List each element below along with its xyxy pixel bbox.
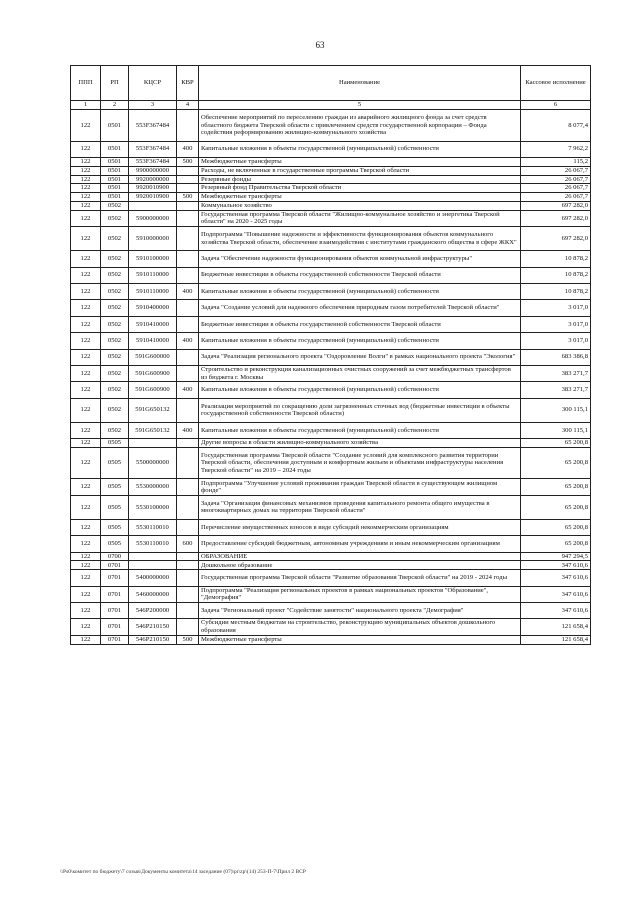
cell-rp: 0701 [101, 570, 129, 586]
cell-rp: 0501 [101, 157, 129, 166]
table-row [71, 495, 591, 519]
cell-name: Капитальные вложения в объекты государственной (муниципальной) собственности [199, 141, 521, 157]
cell-rp: 0502 [101, 365, 129, 381]
cell-rp: 0502 [101, 267, 129, 283]
table-row [71, 479, 591, 495]
cell-amount: 347 610,6 [521, 561, 591, 570]
cell-ppp: 122 [71, 635, 101, 644]
cell-ppp: 122 [71, 184, 101, 193]
cell-kvr [177, 300, 199, 316]
cell-kvr [177, 175, 199, 184]
cell-name: Перечисление имущественных взносов в виде субсидий некоммерческим организациям [199, 519, 521, 535]
cell-rp: 0701 [101, 603, 129, 619]
cell-kvr: 500 [177, 193, 199, 202]
cell-ppp: 122 [71, 447, 101, 479]
table-row [71, 635, 591, 644]
header-name: Наименование [199, 66, 521, 101]
cell-amount: 26 067,7 [521, 166, 591, 175]
cell-ppp: 122 [71, 349, 101, 365]
cell-kvr [177, 251, 199, 267]
cell-ppp: 122 [71, 439, 101, 448]
cell-rp: 0502 [101, 422, 129, 438]
cell-kvr [177, 110, 199, 142]
cell-amount: 65 200,8 [521, 536, 591, 552]
cell-name: Межбюджетные трансферты [199, 635, 521, 644]
cell-rp: 0505 [101, 519, 129, 535]
cell-kcsr: 5400000000 [129, 570, 177, 586]
cell-rp: 0502 [101, 251, 129, 267]
cell-rp: 0701 [101, 635, 129, 644]
cell-kcsr: 5910000000 [129, 227, 177, 251]
cell-rp: 0505 [101, 439, 129, 448]
cell-name: Бюджетные инвестиции в объекты государственной собственности Тверской области [199, 267, 521, 283]
table-row [71, 141, 591, 157]
cell-kvr [177, 365, 199, 381]
cell-kcsr: 5910410000 [129, 316, 177, 332]
cell-rp: 0505 [101, 479, 129, 495]
cell-kcsr: 546P200000 [129, 603, 177, 619]
table-row [71, 382, 591, 398]
page-number: 63 [315, 40, 325, 50]
cell-name: Резервный фонд Правительства Тверской области [199, 184, 521, 193]
cell-kcsr: 9920010900 [129, 184, 177, 193]
cell-rp: 0505 [101, 447, 129, 479]
cell-amount: 383 271,7 [521, 382, 591, 398]
table-row [71, 439, 591, 448]
cell-kvr [177, 227, 199, 251]
table-row [71, 349, 591, 365]
cell-ppp: 122 [71, 201, 101, 210]
cell-ppp: 122 [71, 570, 101, 586]
cell-name: Государственная программа Тверской области "Развитие образования Тверской области" на 2019 - 2024 годы [199, 570, 521, 586]
cell-rp: 0501 [101, 110, 129, 142]
cell-kvr: 400 [177, 283, 199, 299]
cell-ppp: 122 [71, 157, 101, 166]
table-row [71, 227, 591, 251]
cell-amount: 10 878,2 [521, 251, 591, 267]
cell-ppp: 122 [71, 365, 101, 381]
cell-kcsr: 5500000000 [129, 447, 177, 479]
header-kvr: КВР [177, 66, 199, 101]
cell-amount: 121 658,4 [521, 635, 591, 644]
file-path-footer: \\Ps0\комитет по бюджету\7 созыв\Документы комитета\14 заседание (07)\pr\zp\(14) 253-П-7\Прил 2 ВСР [60, 869, 306, 875]
table-header-row [71, 66, 591, 101]
column-number: 6 [521, 101, 591, 110]
cell-amount: 65 200,8 [521, 439, 591, 448]
table-row [71, 157, 591, 166]
cell-kcsr: 5910400000 [129, 300, 177, 316]
cell-ppp: 122 [71, 479, 101, 495]
table-row [71, 193, 591, 202]
cell-kvr: 600 [177, 536, 199, 552]
cell-rp: 0501 [101, 184, 129, 193]
header-rp: РП [101, 66, 129, 101]
cell-ppp: 122 [71, 519, 101, 535]
cell-name: Подпрограмма "Повышение надежности и эффективности функционирования объектов коммунального хозяйства Тверской области, обеспечение взаимодействия с институтами гражданского общества в сфере ЖКХ" [199, 227, 521, 251]
cell-kvr [177, 552, 199, 561]
table-row [71, 333, 591, 349]
cell-rp: 0502 [101, 398, 129, 422]
table-row [71, 570, 591, 586]
column-number-row [71, 101, 591, 110]
cell-name: Межбюджетные трансферты [199, 193, 521, 202]
cell-kvr [177, 210, 199, 226]
cell-kvr [177, 619, 199, 635]
cell-kcsr: 9900000000 [129, 166, 177, 175]
cell-kcsr: 591G600000 [129, 349, 177, 365]
column-number: 5 [199, 101, 521, 110]
cell-ppp: 122 [71, 251, 101, 267]
cell-name: Государственная программа Тверской области "Жилищно-коммунальное хозяйство и энергетика Тверской области" на 2020 - 2025 годы [199, 210, 521, 226]
cell-ppp: 122 [71, 561, 101, 570]
cell-ppp: 122 [71, 398, 101, 422]
cell-rp: 0701 [101, 561, 129, 570]
cell-kcsr: 5530000000 [129, 479, 177, 495]
cell-kvr: 500 [177, 157, 199, 166]
budget-table [70, 65, 591, 645]
cell-kvr [177, 316, 199, 332]
cell-rp: 0505 [101, 536, 129, 552]
cell-name: Бюджетные инвестиции в объекты государственной собственности Тверской области [199, 316, 521, 332]
table-row [71, 201, 591, 210]
table-row [71, 619, 591, 635]
table-row [71, 398, 591, 422]
cell-ppp: 122 [71, 300, 101, 316]
cell-kcsr: 5530110010 [129, 519, 177, 535]
cell-ppp: 122 [71, 495, 101, 519]
cell-rp: 0501 [101, 175, 129, 184]
cell-rp: 0502 [101, 201, 129, 210]
cell-kcsr: 5530100000 [129, 495, 177, 519]
cell-name: Капитальные вложения в объекты государственной (муниципальной) собственности [199, 283, 521, 299]
cell-amount: 300 115,1 [521, 422, 591, 438]
cell-kcsr: 546P210150 [129, 635, 177, 644]
cell-name: Расходы, не включенные в государственные программы Тверской области [199, 166, 521, 175]
cell-amount: 10 878,2 [521, 283, 591, 299]
cell-rp: 0505 [101, 495, 129, 519]
cell-amount: 121 658,4 [521, 619, 591, 635]
cell-kvr [177, 184, 199, 193]
cell-ppp: 122 [71, 316, 101, 332]
cell-kcsr [129, 439, 177, 448]
cell-ppp: 122 [71, 110, 101, 142]
table-row [71, 586, 591, 602]
table-row [71, 175, 591, 184]
cell-name: Задача "Организация финансовых механизмов проведения капитального ремонта общего имущества в многоквартирных домах на территории Тверской области" [199, 495, 521, 519]
cell-name: Другие вопросы в области жилищно-коммунального хозяйства [199, 439, 521, 448]
cell-ppp: 122 [71, 552, 101, 561]
cell-amount: 3 017,0 [521, 300, 591, 316]
cell-kvr: 400 [177, 333, 199, 349]
cell-amount: 115,2 [521, 157, 591, 166]
cell-name: Межбюджетные трансферты [199, 157, 521, 166]
cell-amount: 65 200,8 [521, 447, 591, 479]
cell-kvr [177, 561, 199, 570]
cell-amount: 383 271,7 [521, 365, 591, 381]
cell-rp: 0501 [101, 141, 129, 157]
cell-amount: 347 610,6 [521, 603, 591, 619]
cell-kcsr: 553F367484 [129, 110, 177, 142]
cell-rp: 0501 [101, 193, 129, 202]
table-row [71, 251, 591, 267]
cell-ppp: 122 [71, 141, 101, 157]
cell-kcsr: 591G650132 [129, 398, 177, 422]
cell-name: Задача "Обеспечение надежности функционирования объектов коммунальной инфраструктуры" [199, 251, 521, 267]
cell-kcsr: 5910110000 [129, 283, 177, 299]
table-row [71, 536, 591, 552]
cell-kcsr [129, 201, 177, 210]
cell-kcsr: 591G600900 [129, 365, 177, 381]
cell-ppp: 122 [71, 210, 101, 226]
table-row [71, 283, 591, 299]
cell-amount: 10 878,2 [521, 267, 591, 283]
cell-amount: 65 200,8 [521, 479, 591, 495]
cell-amount: 26 067,7 [521, 184, 591, 193]
cell-ppp: 122 [71, 283, 101, 299]
header-kcsr: КЦСР [129, 66, 177, 101]
cell-name: Предоставление субсидий бюджетным, автономным учреждениям и иным некоммерческим организациям [199, 536, 521, 552]
cell-amount: 347 610,6 [521, 586, 591, 602]
cell-kvr [177, 349, 199, 365]
cell-amount: 947 294,5 [521, 552, 591, 561]
cell-kcsr: 591G600900 [129, 382, 177, 398]
cell-kvr [177, 570, 199, 586]
cell-kvr: 400 [177, 141, 199, 157]
cell-name: Коммунальное хозяйство [199, 201, 521, 210]
cell-name: Капитальные вложения в объекты государственной (муниципальной) собственности [199, 333, 521, 349]
cell-ppp: 122 [71, 227, 101, 251]
cell-kcsr: 546P210150 [129, 619, 177, 635]
table-row [71, 267, 591, 283]
cell-kcsr: 9920010900 [129, 193, 177, 202]
cell-kcsr: 553F367484 [129, 157, 177, 166]
cell-ppp: 122 [71, 267, 101, 283]
header-ppp: ППП [71, 66, 101, 101]
cell-kcsr: 5530110010 [129, 536, 177, 552]
column-number: 4 [177, 101, 199, 110]
cell-rp: 0501 [101, 166, 129, 175]
table-row [71, 552, 591, 561]
cell-rp: 0502 [101, 227, 129, 251]
cell-amount: 3 017,0 [521, 316, 591, 332]
cell-kvr [177, 398, 199, 422]
cell-kcsr: 5460000000 [129, 586, 177, 602]
table-row [71, 447, 591, 479]
cell-ppp: 122 [71, 603, 101, 619]
column-number: 1 [71, 101, 101, 110]
cell-rp: 0502 [101, 333, 129, 349]
cell-name: Резервные фонды [199, 175, 521, 184]
cell-kcsr: 5910110000 [129, 267, 177, 283]
cell-name: ОБРАЗОВАНИЕ [199, 552, 521, 561]
cell-rp: 0502 [101, 382, 129, 398]
cell-name: Реализация мероприятий по сокращению доли загрязненных сточных вод (бюджетные инвестиции в объекты государственной собственности Тверской области) [199, 398, 521, 422]
cell-amount: 300 115,1 [521, 398, 591, 422]
cell-kvr: 400 [177, 382, 199, 398]
header-amount: Кассовое исполнение [521, 66, 591, 101]
cell-name: Задача "Реализация регионального проекта "Оздоровление Волги" в рамках национального проекта "Экология" [199, 349, 521, 365]
cell-amount: 26 067,7 [521, 175, 591, 184]
cell-name: Капитальные вложения в объекты государственной (муниципальной) собственности [199, 382, 521, 398]
cell-name: Капитальные вложения в объекты государственной (муниципальной) собственности [199, 422, 521, 438]
cell-name: Строительство и реконструкция канализационных очистных сооружений за счет межбюджетных трансфертов из бюджета г. Москвы [199, 365, 521, 381]
cell-kcsr [129, 561, 177, 570]
table-row [71, 422, 591, 438]
table-row [71, 561, 591, 570]
cell-ppp: 122 [71, 166, 101, 175]
cell-amount: 26 067,7 [521, 193, 591, 202]
table-row [71, 166, 591, 175]
cell-ppp: 122 [71, 175, 101, 184]
cell-kvr [177, 201, 199, 210]
cell-amount: 8 077,4 [521, 110, 591, 142]
cell-amount: 697 282,0 [521, 227, 591, 251]
cell-name: Государственная программа Тверской области "Создание условий для комплексного развития территории Тверской области, обеспечения доступным и комфортным жильем и объектами инфраструктуры населения Тверской области" на 2019 – 2024 годы [199, 447, 521, 479]
cell-kvr [177, 586, 199, 602]
cell-amount: 697 282,0 [521, 201, 591, 210]
cell-kcsr [129, 552, 177, 561]
cell-kvr: 400 [177, 422, 199, 438]
cell-rp: 0502 [101, 349, 129, 365]
cell-name: Задача "Создание условий для надежного обеспечения природным газом потребителей Тверской области" [199, 300, 521, 316]
cell-kvr [177, 166, 199, 175]
table-row [71, 316, 591, 332]
cell-kvr [177, 439, 199, 448]
table-row [71, 603, 591, 619]
table-row [71, 519, 591, 535]
cell-name: Субсидии местным бюджетам на строительство, реконструкцию муниципальных объектов дошкольного образования [199, 619, 521, 635]
cell-kvr [177, 495, 199, 519]
table-row [71, 365, 591, 381]
cell-name: Обеспечение мероприятий по переселению граждан из аварийного жилищного фонда за счет средств областного бюджета Тверской области с привлечением средств государственной корпорации – Фонда содействия реформированию жилищно-коммунального хозяйства [199, 110, 521, 142]
cell-rp: 0701 [101, 586, 129, 602]
cell-name: Дошкольное образование [199, 561, 521, 570]
cell-ppp: 122 [71, 619, 101, 635]
cell-kvr [177, 267, 199, 283]
cell-rp: 0700 [101, 552, 129, 561]
cell-amount: 697 282,0 [521, 210, 591, 226]
cell-rp: 0701 [101, 619, 129, 635]
cell-kvr [177, 519, 199, 535]
cell-kvr: 500 [177, 635, 199, 644]
cell-name: Задача "Региональный проект "Содействие занятости" национального проекта "Демография" [199, 603, 521, 619]
cell-kcsr: 5910100000 [129, 251, 177, 267]
column-number: 3 [129, 101, 177, 110]
cell-rp: 0502 [101, 283, 129, 299]
table-row [71, 184, 591, 193]
cell-name: Подпрограмма "Улучшение условий проживания граждан Тверской области в существующем жилищном фонде" [199, 479, 521, 495]
cell-kcsr: 591G650132 [129, 422, 177, 438]
table-row [71, 210, 591, 226]
cell-ppp: 122 [71, 586, 101, 602]
cell-rp: 0502 [101, 300, 129, 316]
cell-rp: 0502 [101, 210, 129, 226]
cell-ppp: 122 [71, 382, 101, 398]
cell-amount: 65 200,8 [521, 495, 591, 519]
table-body [71, 110, 591, 645]
cell-ppp: 122 [71, 193, 101, 202]
cell-amount: 347 610,6 [521, 570, 591, 586]
cell-kcsr: 5910410000 [129, 333, 177, 349]
cell-amount: 3 017,0 [521, 333, 591, 349]
column-number: 2 [101, 101, 129, 110]
table-row [71, 300, 591, 316]
cell-ppp: 122 [71, 422, 101, 438]
cell-rp: 0502 [101, 316, 129, 332]
table-row [71, 110, 591, 142]
cell-kvr [177, 447, 199, 479]
cell-amount: 683 386,8 [521, 349, 591, 365]
cell-amount: 7 962,2 [521, 141, 591, 157]
cell-kcsr: 5900000000 [129, 210, 177, 226]
cell-ppp: 122 [71, 536, 101, 552]
cell-name: Подпрограмма "Реализация региональных проектов в рамках национальных проектов "Образование", "Демография" [199, 586, 521, 602]
cell-kcsr: 553F367484 [129, 141, 177, 157]
cell-kvr [177, 479, 199, 495]
cell-ppp: 122 [71, 333, 101, 349]
cell-kvr [177, 603, 199, 619]
cell-amount: 65 200,8 [521, 519, 591, 535]
cell-kcsr: 9920000000 [129, 175, 177, 184]
